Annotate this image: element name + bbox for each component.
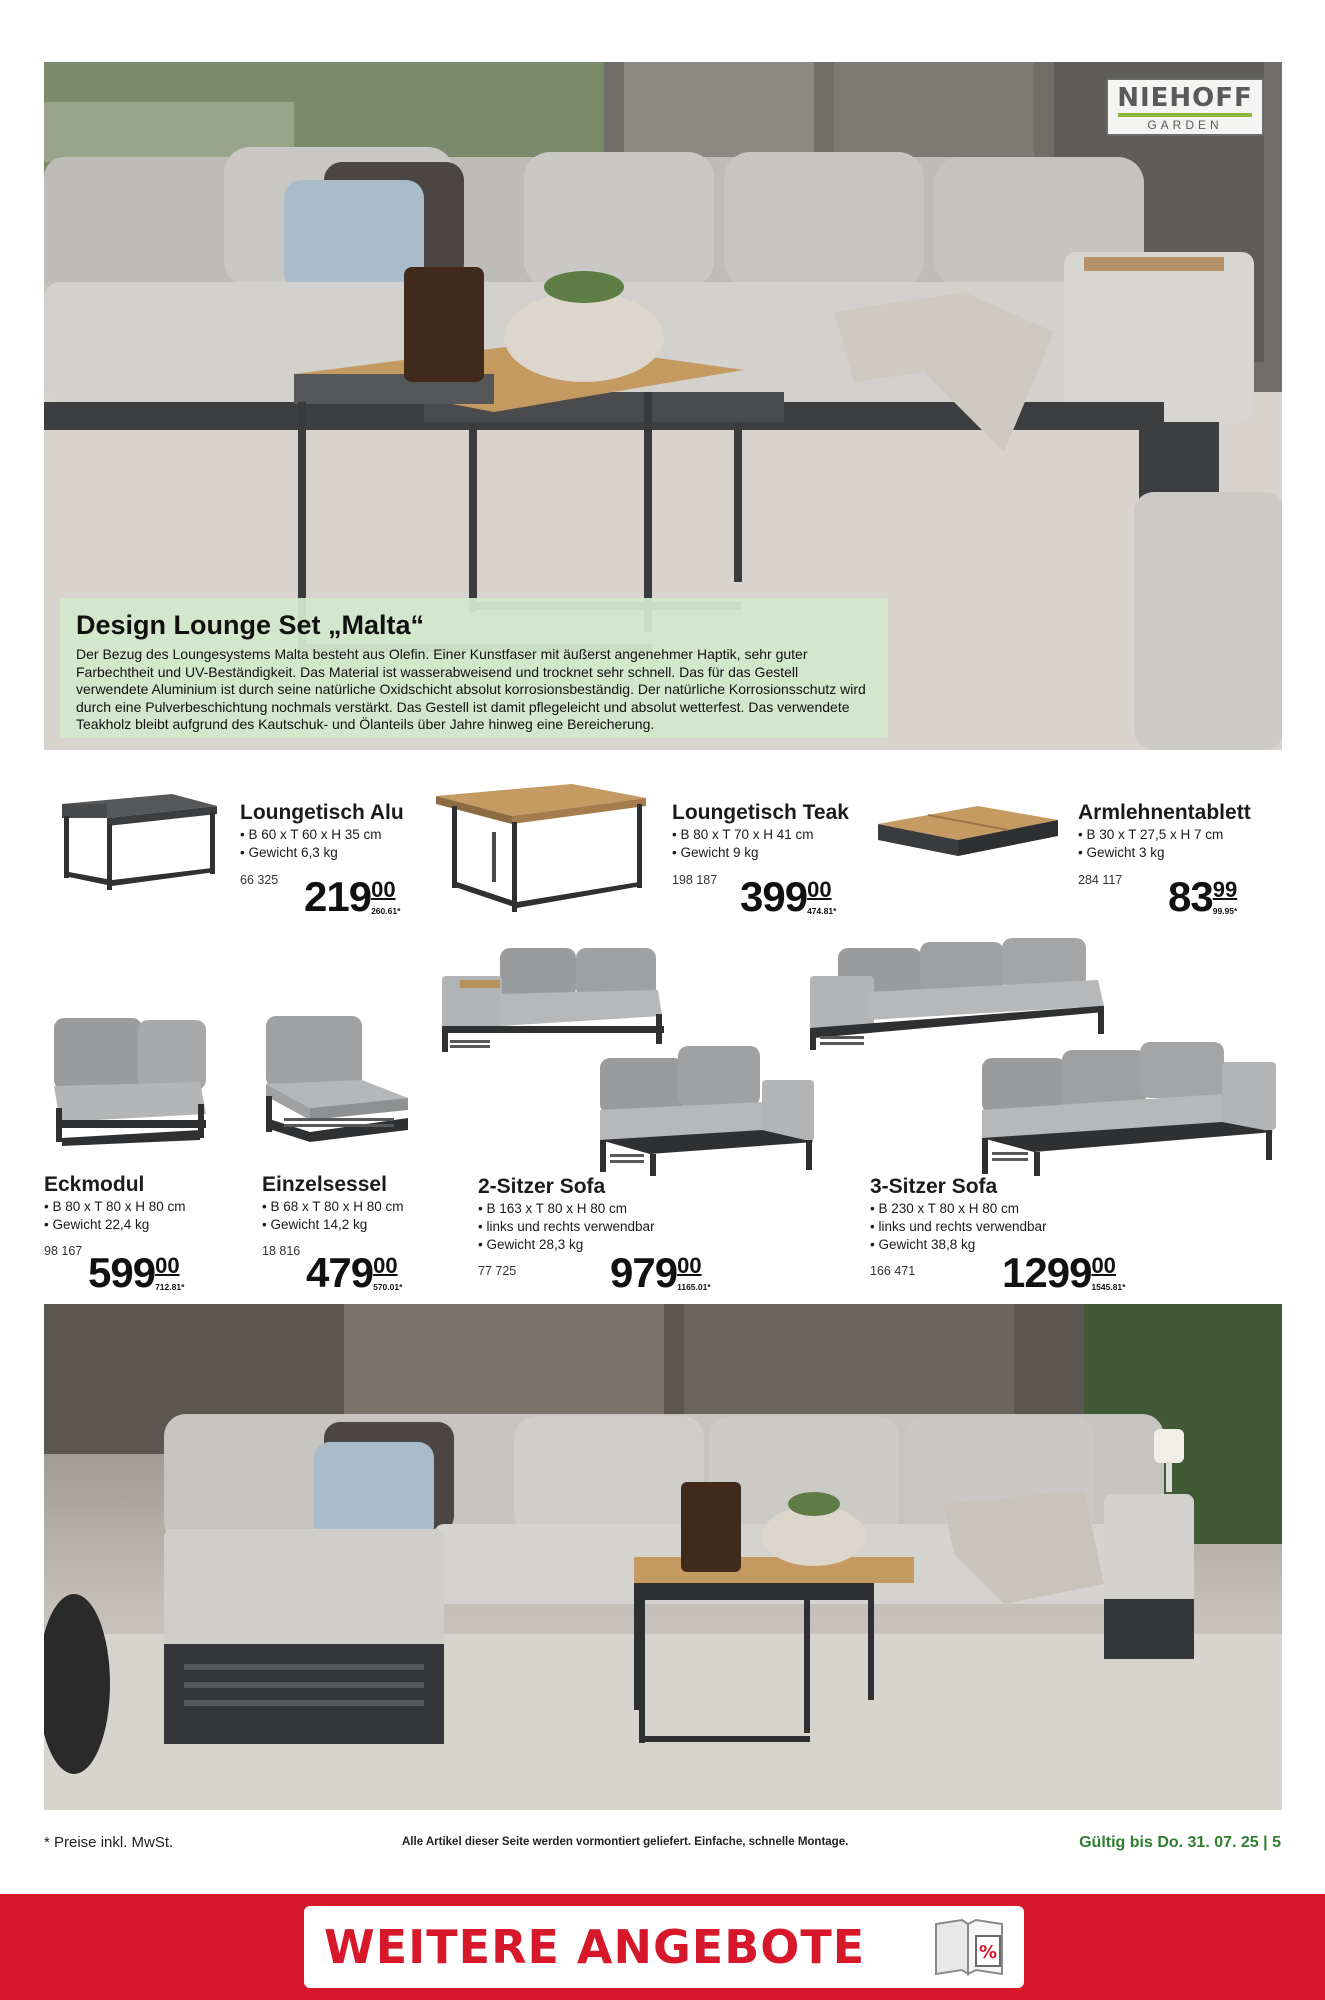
validity-separator: | [1263,1834,1268,1851]
product-eckmodul [44,1172,186,1234]
price-gross: 260.61* [371,906,401,916]
product-name: Eckmodul [44,1173,145,1196]
info-title: Design Lounge Set „Malta“ [76,610,425,640]
price-cents: 00 [807,877,832,902]
product-loungetisch-teak [672,800,849,862]
assembly-note: Alle Artikel dieser Seite werden vormontiert geliefert. Einfache, schnelle Montage. [402,1836,849,1848]
product-spec: • B 60 x T 60 x H 35 cm [240,827,382,842]
validity-date: Gültig bis Do. 31. 07. 25 [1079,1834,1259,1851]
product-armlehnentablett [1078,800,1251,862]
price-cents: 99 [1212,877,1238,902]
product-price [304,873,401,920]
product-article-number: 98 167 [44,1244,83,1258]
price-cents: 00 [1091,1253,1116,1278]
product-price [306,1249,403,1296]
price-cents: 00 [677,1253,702,1278]
info-text: Der Bezug des Loungesystems Malta besteht aus Olefin. Einer Kunstfaser mit äußerst angenehmer Haptik, sehr guter Farbechtheit und UV-Beständigkeit. Das Material ist wasserabweisend und trocknet sehr schnell. Das für das Gestell verwendete Aluminium ist durch seine natürliche Oxidschicht absolut korrosionsbeständig. Der natürliche Korrosionsschutz wird durch eine Pulverbeschichtung nochmals verstärkt. Das Gestell ist damit pflegeleicht und absolut wetterfest. Das verwendete Teakholz bleibt aufgrund des Kautschuk- und Ölanteils über Jahre hinweg eine Bereicherung. [76,646,866,732]
2-sitzer-sofa-right-image [596,1044,818,1178]
product-name: 2-Sitzer Sofa [478,1175,606,1198]
product-spec: • links und rechts verwendbar [478,1219,655,1234]
product-spec: • B 30 x T 27,5 x H 7 cm [1078,827,1224,842]
product-spec: • Gewicht 6,3 kg [240,845,338,860]
product-price [1168,873,1238,920]
product-spec: • Gewicht 38,8 kg [870,1237,976,1252]
price-cents: 00 [373,1253,398,1278]
more-offers-banner [0,1894,1325,2000]
product-price [740,873,837,920]
price-main: 219 [304,873,372,920]
price-gross: 570.01* [373,1282,403,1292]
product-price [610,1249,711,1296]
product-spec: • Gewicht 22,4 kg [44,1217,150,1232]
eckmodul-image [50,1012,210,1147]
price-main: 979 [610,1249,678,1296]
product-name: Einzelsessel [262,1173,387,1196]
product-spec: • B 68 x T 80 x H 80 cm [262,1199,404,1214]
scene-photo-lounge-set [44,1304,1282,1810]
price-gross: 1545.81* [1091,1282,1126,1292]
catalog-percent-text: % [978,1942,998,1963]
price-main: 479 [306,1249,374,1296]
armlehnentablett-image [868,804,1058,874]
price-gross: 474.81* [807,906,837,916]
hero-photo-lounge-set [44,62,1282,750]
page-number: 5 [1272,1834,1281,1851]
product-spec: • B 163 x T 80 x H 80 cm [478,1201,628,1216]
brand-sub: GARDEN [1147,118,1223,132]
price-main: 599 [88,1249,156,1296]
brand-name: NIEHOFF [1117,83,1253,113]
info-box [60,598,888,738]
price-cents: 00 [155,1253,180,1278]
product-article-number: 77 725 [478,1264,517,1278]
product-einzelsessel [262,1172,404,1234]
product-name: Loungetisch Teak [672,801,849,824]
price-cents: 00 [371,877,396,902]
product-article-number: 18 816 [262,1244,301,1258]
3-sitzer-sofa-right-image [978,1040,1280,1180]
vat-note: * Preise inkl. MwSt. [44,1834,174,1851]
price-gross: 1165.01* [677,1282,711,1292]
product-spec: • Gewicht 9 kg [672,845,759,860]
brand-logo [1106,78,1264,136]
product-article-number: 66 325 [240,873,279,887]
product-spec: • Gewicht 3 kg [1078,845,1165,860]
product-spec: • B 230 x T 80 x H 80 cm [870,1201,1020,1216]
product-article-number: 166 471 [870,1264,916,1278]
product-loungetisch-alu [240,800,404,862]
3-sitzer-sofa-left-image [808,936,1108,1052]
price-gross: 712.81* [155,1282,185,1292]
price-main: 1299 [1002,1249,1092,1296]
validity-info [1079,1834,1281,1852]
more-offers-button[interactable] [304,1906,1024,1988]
product-article-number: 198 187 [672,873,718,887]
product-name: Loungetisch Alu [240,801,404,824]
price-main: 399 [740,873,808,920]
product-price [88,1249,185,1296]
price-gross: 99.95* [1212,906,1238,916]
product-name: Armlehnentablett [1078,801,1251,824]
product-article-number: 284 117 [1078,873,1123,887]
loungetisch-alu-image [52,792,222,892]
product-spec: • links und rechts verwendbar [870,1219,1047,1234]
einzelsessel-image [262,1014,412,1146]
catalog-percent-icon [932,1916,1006,1978]
product-price [1002,1249,1126,1296]
more-offers-label: WEITERE ANGEBOTE [324,1920,866,1974]
price-main: 83 [1168,873,1213,920]
product-3-sitzer-sofa [870,1174,1047,1254]
product-spec: • Gewicht 14,2 kg [262,1217,368,1232]
bottom-scene-illustration [44,1304,1282,1810]
product-spec: • B 80 x T 80 x H 80 cm [44,1199,186,1214]
product-spec: • Gewicht 28,3 kg [478,1237,584,1252]
product-name: 3-Sitzer Sofa [870,1175,998,1198]
product-spec: • B 80 x T 70 x H 41 cm [672,827,814,842]
2-sitzer-sofa-left-image [440,946,670,1056]
loungetisch-teak-image [432,782,652,916]
product-2-sitzer-sofa [478,1174,655,1254]
